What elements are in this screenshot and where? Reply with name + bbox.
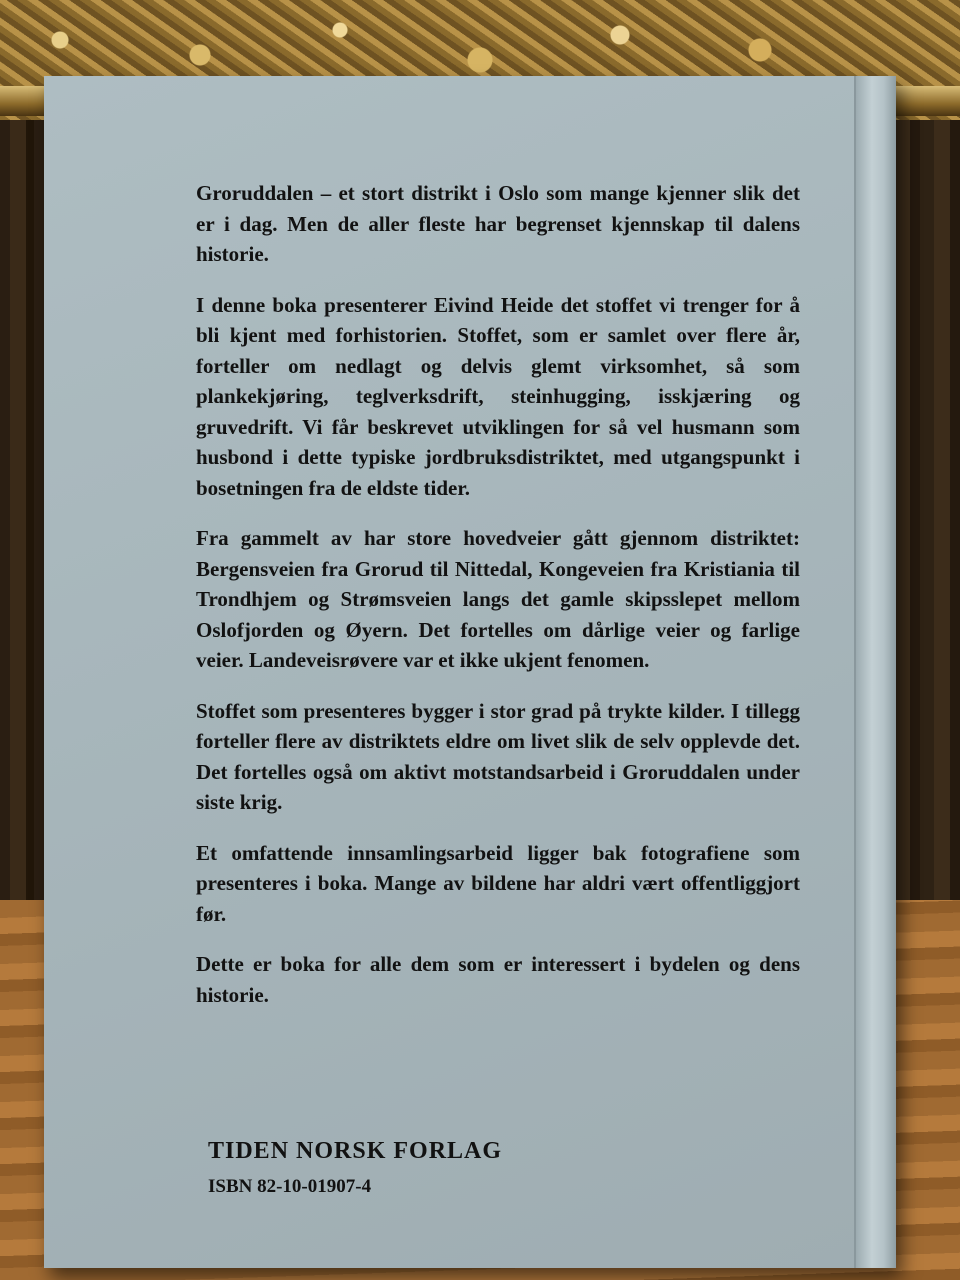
blurb-paragraph: Groruddalen – et stort distrikt i Oslo som mange kjenner slik det er i dag. Men de aller fleste har begrenset kjennskap til dalens historie. [196, 181, 800, 266]
blurb-paragraph: I denne boka presenterer Eivind Heide det stoffet vi trenger for å bli kjent med forhistorien. Stoffet, som er samlet over flere år, forteller om nedlagt og delvis glemt virksomhet, så som plankekjøring, teglverksdrift, steinhugging, isskjæring og gruvedrift. Vi får beskrevet utviklingen for så vel husmann som husbond i dette typiske jordbruksdistriktet, med utgangspunkt i bosetningen fra de eldste tider. [196, 292, 800, 500]
isbn-number: ISBN 82-10-01907-4 [208, 1176, 372, 1197]
blurb-paragraph: Fra gammelt av har store hovedveier gått gjennom distriktet: Bergensveien fra Grorud til Nittedal, Kongeveien fra Kristiania til Trondhjem og Strømsveien langs det gamle skipsslepet mellom Oslofjorden og Øyern. Det fortelles om dårlige veier og farlige veier. Landeveisrøvere var et ikke ukjent fenomen. [196, 526, 800, 672]
book-spine [854, 76, 896, 1268]
book-back-cover [44, 76, 896, 1268]
background-books-left [0, 120, 48, 920]
blurb-paragraph: Dette er boka for alle dem som er interessert i bydelen og dens historie. [196, 952, 800, 1007]
blurb-paragraph: Stoffet som presenteres bygger i stor grad på trykte kilder. I tillegg forteller flere av distriktets eldre om livet slik de selv opplevde det. Det fortelles også om aktivt motstandsarbeid i Groruddalen under siste krig. [196, 698, 800, 814]
publisher-name: TIDEN NORSK FORLAG [208, 1138, 503, 1164]
blurb-paragraph: Et omfattende innsamlingsarbeid ligger bak fotografiene som presenteres i boka. Mange av bildene har aldri vært offentliggjort før. [196, 840, 800, 926]
blurb-text [196, 178, 800, 1030]
